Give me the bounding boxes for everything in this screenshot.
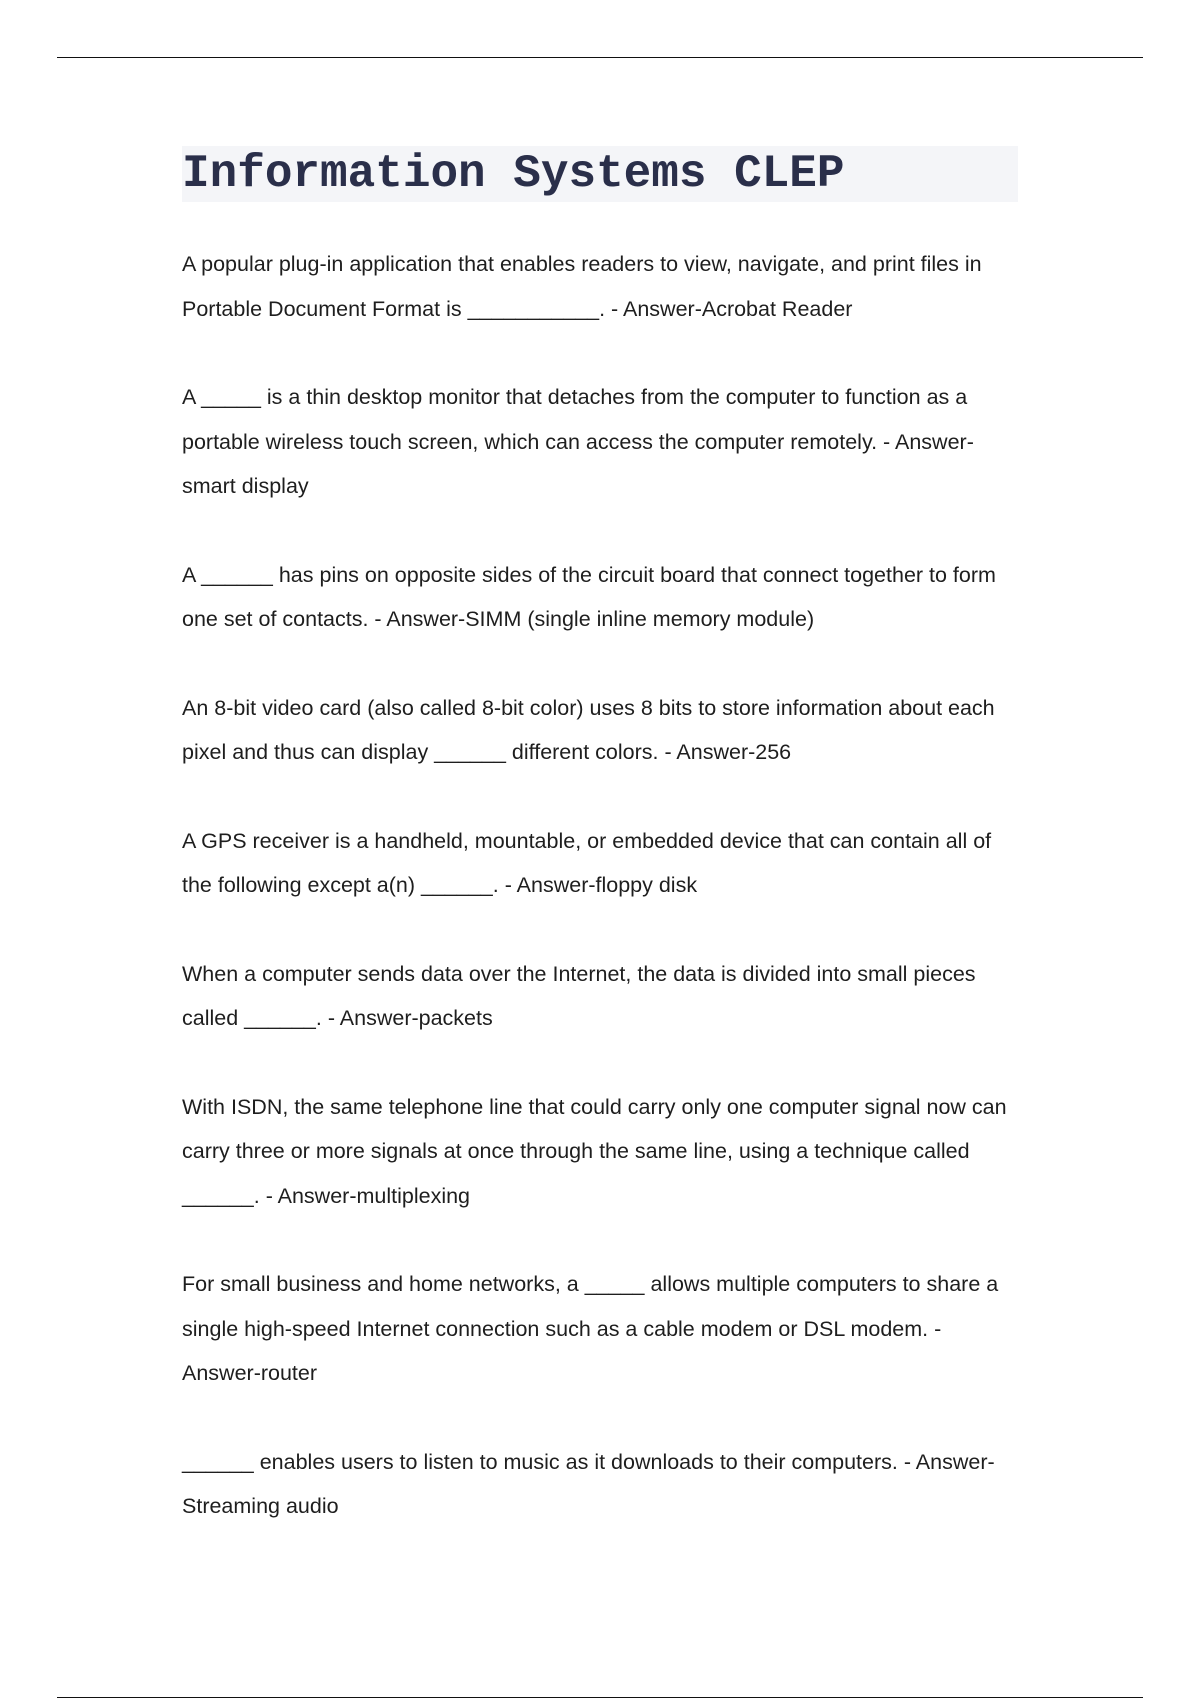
- document-title: Information Systems CLEP: [182, 148, 845, 200]
- header-rule: [57, 57, 1143, 58]
- question-item: With ISDN, the same telephone line that could carry only one computer signal now can carry three or more signals at once through the same line, using a technique called ______. - Answer-multiplexing: [182, 1094, 1007, 1208]
- question-list: [182, 242, 1020, 1529]
- question-item: ______ enables users to listen to music as it downloads to their computers. - Answer-Streaming audio: [182, 1449, 995, 1518]
- question-item: When a computer sends data over the Internet, the data is divided into small pieces called ______. - Answer-packets: [182, 961, 976, 1030]
- footer-rule: [57, 1697, 1143, 1698]
- title-band: [182, 146, 1018, 202]
- question-item: A _____ is a thin desktop monitor that detaches from the computer to function as a portable wireless touch screen, which can access the computer remotely. - Answer-smart display: [182, 385, 974, 498]
- question-item: An 8-bit video card (also called 8-bit color) uses 8 bits to store information about each pixel and thus can display ______ different colors. - Answer-256: [182, 695, 995, 764]
- question-item: A ______ has pins on opposite sides of the circuit board that connect together to form one set of contacts. - Answer-SIMM (single inline memory module): [182, 562, 996, 631]
- question-item: For small business and home networks, a _____ allows multiple computers to share a single high-speed Internet connection such as a cable modem or DSL modem. - Answer-router: [182, 1272, 999, 1385]
- question-item: A popular plug-in application that enables readers to view, navigate, and print files in Portable Document Format is ___________. - Answer-Acrobat Reader: [182, 252, 982, 321]
- document-body: [182, 146, 1020, 1573]
- question-item: A GPS receiver is a handheld, mountable, or embedded device that can contain all of the following except a(n) ______. - Answer-floppy disk: [182, 828, 992, 897]
